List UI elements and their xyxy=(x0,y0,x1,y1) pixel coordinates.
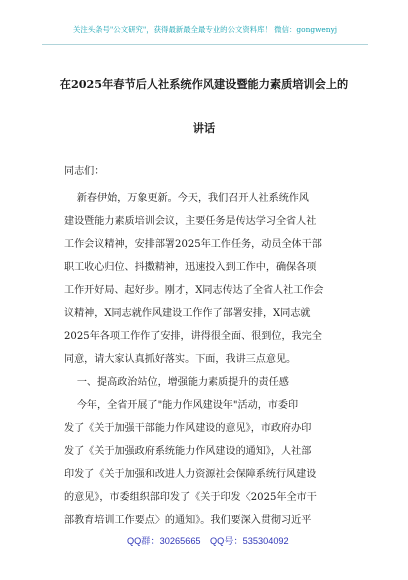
body-line: 发了《关于加强干部能力作风建设的意见》，市政府办印 xyxy=(64,423,312,434)
section-heading: 一、提高政治站位，增强能力素质提升的责任感 xyxy=(64,377,289,388)
document-title: 在2025年春节后人社系统作风建设暨能力素质培训会上的 xyxy=(59,77,349,91)
footer-contacts xyxy=(0,535,408,549)
body-line: 今年，全省开展了"能力作风建设年"活动，市委印 xyxy=(64,400,299,411)
footer-qq-number: QQ号：535304092 xyxy=(210,536,289,546)
salutation: 同志们： xyxy=(64,166,105,177)
footer-qq-group: QQ群：30265665 xyxy=(127,536,201,546)
body-line: 印发了《关于加强和改进人力资源社会保障系统行风建设 xyxy=(64,469,317,480)
header-banner-text: 关注头条号"公文研究"，获得最新最全最专业的公文资料库！ 微信：gongwenyj xyxy=(72,25,338,34)
header-banner xyxy=(42,16,368,45)
body-line: 的意见》，市委组织部印发了《关于印发〈2025年全市干 xyxy=(64,492,317,503)
document-title-suffix: 讲话 xyxy=(192,121,216,135)
body-line: 工作会议精神，安排部署2025年工作任务，动员全体干部 xyxy=(64,239,322,250)
body-line: 同意，请大家认真抓好落实。下面，我讲三点意见。 xyxy=(64,354,297,365)
body-line: 议精神，X同志就作风建设工作作了部署安排，X同志就 xyxy=(64,308,311,319)
body-line: 2025年各项工作作了安排，讲得很全面、很到位，我完全 xyxy=(64,331,322,342)
body-line: 部教育培训工作要点〉的通知》。我们要深入贯彻习近平 xyxy=(64,515,312,526)
body-line: 工作开好局、起好步。刚才，X同志传达了全省人社工作会 xyxy=(64,285,324,296)
body-line: 建设暨能力素质培训会议，主要任务是传达学习全省人社 xyxy=(64,216,317,227)
body-line: 职工收心归位、抖擞精神，迅速投入到工作中，确保各项 xyxy=(64,262,317,273)
body-line: 新春伊始，万象更新。今天，我们召开人社系统作风 xyxy=(64,193,309,204)
body-line: 发了《关于加强政府系统能力作风建设的通知》，人社部 xyxy=(64,446,312,457)
